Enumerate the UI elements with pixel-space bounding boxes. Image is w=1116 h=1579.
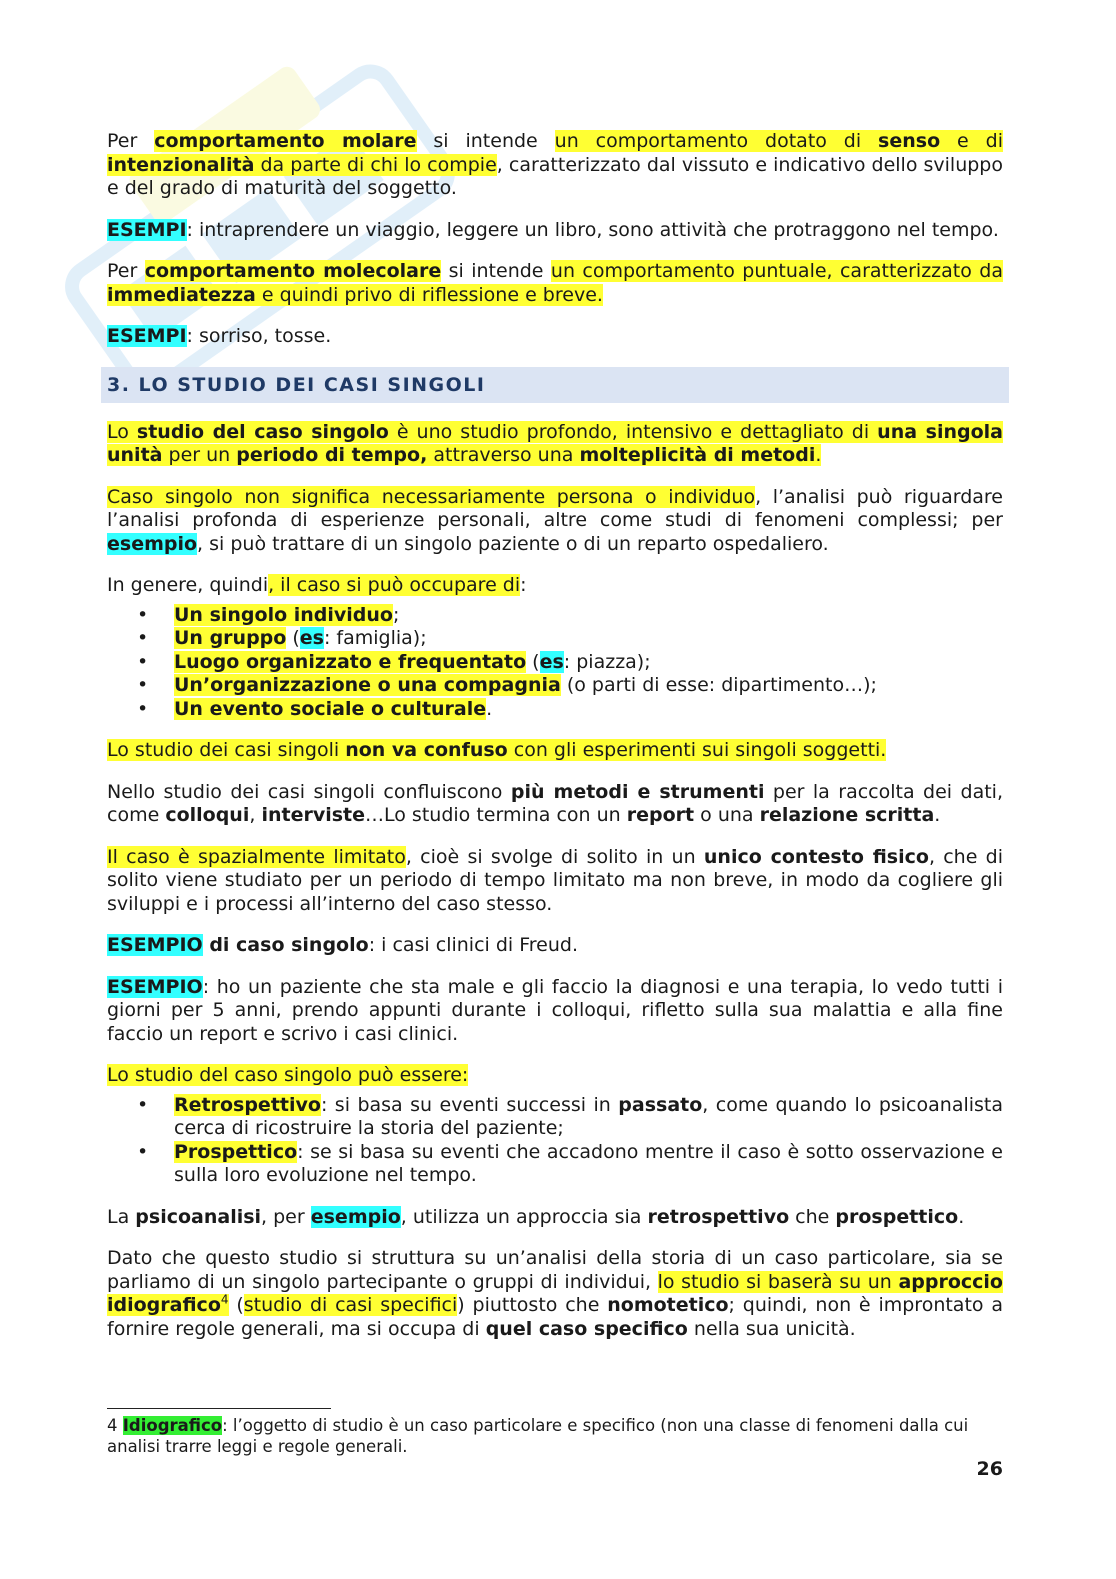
paragraph-example-freud: ESEMPIO di caso singolo: i casi clinici di Freud.: [107, 934, 578, 956]
paragraph-methods: Nello studio dei casi singoli confluiscono più metodi e strumenti per la raccolta dei dati, come colloqui, interviste…Lo studio termina con un report o una relazione scritta.: [107, 780, 1003, 826]
list-item: • Un gruppo (es: famiglia);: [107, 627, 1003, 651]
paragraph-study-can-be: Lo studio del caso singolo può essere:: [107, 1064, 469, 1086]
list-item: • Luogo organizzato e frequentato (es: piazza);: [107, 651, 1003, 675]
list-item: • Retrospettivo: si basa su eventi successi in passato, come quando lo psicoanalista cerca di ricostruire la storia del paziente;: [107, 1094, 1003, 1141]
paragraph-idiographic: Dato che questo studio si struttura su un’analisi della storia di un caso particolare, sia se parliamo di un singolo partecipante o gruppi di individui, lo studio si baserà su un approccio idiografico$^4$ (studio di casi specifici) piuttosto che nomotetico; quindi, non è improntato a fornire regole generali, ma si occupa di quel caso specifico nella sua unicità.: [107, 1247, 1003, 1340]
paragraph-examples-molecular: ESEMPI: sorriso, tosse.: [107, 325, 332, 347]
paragraph-molecular: Per comportamento molecolare si intende un comportamento puntuale, caratterizzato da immediatezza e quindi privo di riflessione e breve.: [107, 260, 1003, 306]
footnote: 4 Idiografico: l’oggetto di studio è un caso particolare e specifico (non una classe di fenomeni dalla cui analisi trarre leggi e regole generali.: [107, 1416, 969, 1456]
list-item: • Un’organizzazione o una compagnia (o parti di esse: dipartimento…);: [107, 674, 1003, 698]
case-types-list: [107, 604, 1003, 722]
paragraph-case-study-definition: Lo studio del caso singolo è uno studio profondo, intensivo e dettagliato di una singola unità per un periodo di tempo, attraverso una molteplicità di metodi.: [107, 420, 1003, 466]
list-item: • Prospettico: se si basa su eventi che accadono mentre il caso è sotto osservazione e sulla loro evoluzione nel tempo.: [107, 1141, 1003, 1188]
list-item: • Un singolo individuo;: [107, 604, 1003, 628]
paragraph-case-meaning: Caso singolo non significa necessariamente persona o individuo, l’analisi può riguardare l’analisi profonda di esperienze personali, altre come studi di fenomeni complessi; per esempio, si può trattare di un singolo paziente o di un reparto ospedaliero.: [107, 485, 1003, 555]
list-item: • Un evento sociale o culturale.: [107, 698, 1003, 722]
footnote-separator: [107, 1408, 331, 1409]
section-heading: 3. LO STUDIO DEI CASI SINGOLI: [101, 367, 1009, 403]
study-types-list: [107, 1094, 1003, 1188]
paragraph-psychoanalysis: La psicoanalisi, per esempio, utilizza un approccia sia retrospettivo che prospettico.: [107, 1205, 965, 1228]
paragraph-examples-molar: ESEMPI: intraprendere un viaggio, leggere un libro, sono attività che protraggono nel tempo.: [107, 218, 999, 241]
document-body: [107, 130, 1003, 1359]
paragraph-example-patient: ESEMPIO: ho un paziente che sta male e gli faccio la diagnosi e una terapia, lo vedo tutti i giorni per 5 anni, prendo appunti durante i colloqui, rifletto sulla sua malattia e alla fine faccio un report e scrivo i casi clinici.: [107, 975, 1003, 1045]
paragraph-case-scope: In genere, quindi, il caso si può occupare di:: [107, 574, 527, 596]
page-number: 26: [976, 1458, 1003, 1480]
paragraph-not-confused: Lo studio dei casi singoli non va confuso con gli esperimenti sui singoli soggetti.: [107, 739, 887, 761]
paragraph-molar: Per comportamento molare si intende un comportamento dotato di senso e di intenzionalità da parte di chi lo compie, caratterizzato dal vissuto e indicativo dello sviluppo e del grado di maturità del soggetto.: [107, 130, 1003, 199]
paragraph-spatial-limit: Il caso è spazialmente limitato, cioè si svolge di solito in un unico contesto fisico, che di solito viene studiato per un periodo di tempo limitato ma non breve, in modo da cogliere gli sviluppi e i processi all’interno del caso stesso.: [107, 845, 1004, 915]
